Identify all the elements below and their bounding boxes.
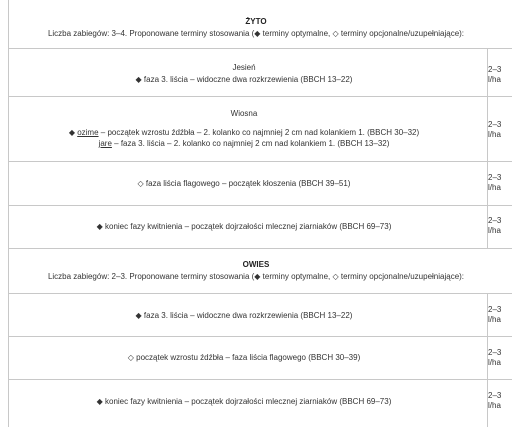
flowering-dose: [488, 216, 512, 236]
dose-unit: l/ha: [488, 358, 501, 367]
row-divider: [8, 379, 512, 380]
dose-value: 2–3: [488, 216, 502, 225]
zyto-subtitle: Liczba zabiegów: 3–4. Proponowane terminy stosowania (◆ terminy optymalne, ◇ terminy opcjonalne/uzupełniające):: [47, 29, 465, 38]
owies-stem-dose: [488, 348, 512, 368]
dose-unit: l/ha: [488, 75, 501, 84]
flag-leaf-dose: [488, 173, 512, 193]
jare-link[interactable]: jare: [98, 139, 112, 148]
dose-value: 2–3: [488, 120, 502, 129]
bullet-filled: ◆: [68, 128, 78, 137]
owies-flowering-dose: [488, 391, 512, 411]
owies-stem-line: ◇ początek wzrostu źdźbła – faza liścia flagowego (BBCH 30–39): [127, 353, 361, 362]
wiosna-jare-line: [12, 138, 476, 149]
dose-unit: l/ha: [488, 226, 501, 235]
dose-value: 2–3: [488, 173, 502, 182]
wiosna-header: Wiosna: [230, 109, 258, 118]
wiosna-ozime-line: [12, 127, 476, 138]
dose-value: 2–3: [488, 391, 502, 400]
row-divider: [8, 293, 512, 294]
jesien-header: Jesień: [232, 63, 256, 72]
row-divider: [8, 205, 512, 206]
flag-leaf-line: ◇ faza liścia flagowego – początek kłoszenia (BBCH 39–51): [137, 179, 351, 188]
owies-leaf-line: ◆ faza 3. liścia – widoczne dwa rozkrzewienia (BBCH 13–22): [135, 311, 353, 320]
ozime-link[interactable]: ozime: [77, 128, 99, 137]
dose-value: 2–3: [488, 305, 502, 314]
dose-unit: l/ha: [488, 401, 501, 410]
row-divider: [8, 336, 512, 337]
jesien-line: ◆ faza 3. liścia – widoczne dwa rozkrzewienia (BBCH 13–22): [135, 75, 353, 84]
table-left-border: [8, 0, 9, 427]
row-divider: [8, 161, 512, 162]
flowering-line: ◆ koniec fazy kwitnienia – początek dojrzałości mlecznej ziarniaków (BBCH 69–73): [96, 222, 392, 231]
dose-unit: l/ha: [488, 130, 501, 139]
row-divider: [8, 248, 512, 249]
jare-rest: – faza 3. liścia – 2. kolanko co najmniej 2 cm nad kolankiem 1. (BBCH 13–32): [111, 139, 390, 148]
dose-value: 2–3: [488, 348, 502, 357]
jesien-dose: [488, 65, 512, 85]
zyto-title: ŻYTO: [245, 17, 267, 26]
row-divider: [8, 96, 512, 97]
owies-flowering-line: ◆ koniec fazy kwitnienia – początek dojrzałości mlecznej ziarniaków (BBCH 69–73): [96, 397, 392, 406]
row-divider: [8, 48, 512, 49]
owies-leaf-dose: [488, 305, 512, 325]
dose-unit: l/ha: [488, 315, 501, 324]
ozime-rest: – początek wzrostu źdźbła – 2. kolanko co najmniej 2 cm nad kolankiem 1. (BBCH 30–32): [98, 128, 420, 137]
dose-value: 2–3: [488, 65, 502, 74]
owies-subtitle: Liczba zabiegów: 2–3. Proponowane terminy stosowania (◆ terminy optymalne, ◇ terminy opcjonalne/uzupełniające):: [47, 272, 465, 281]
dose-unit: l/ha: [488, 183, 501, 192]
owies-title: OWIES: [242, 260, 270, 269]
wiosna-dose: [488, 120, 512, 140]
